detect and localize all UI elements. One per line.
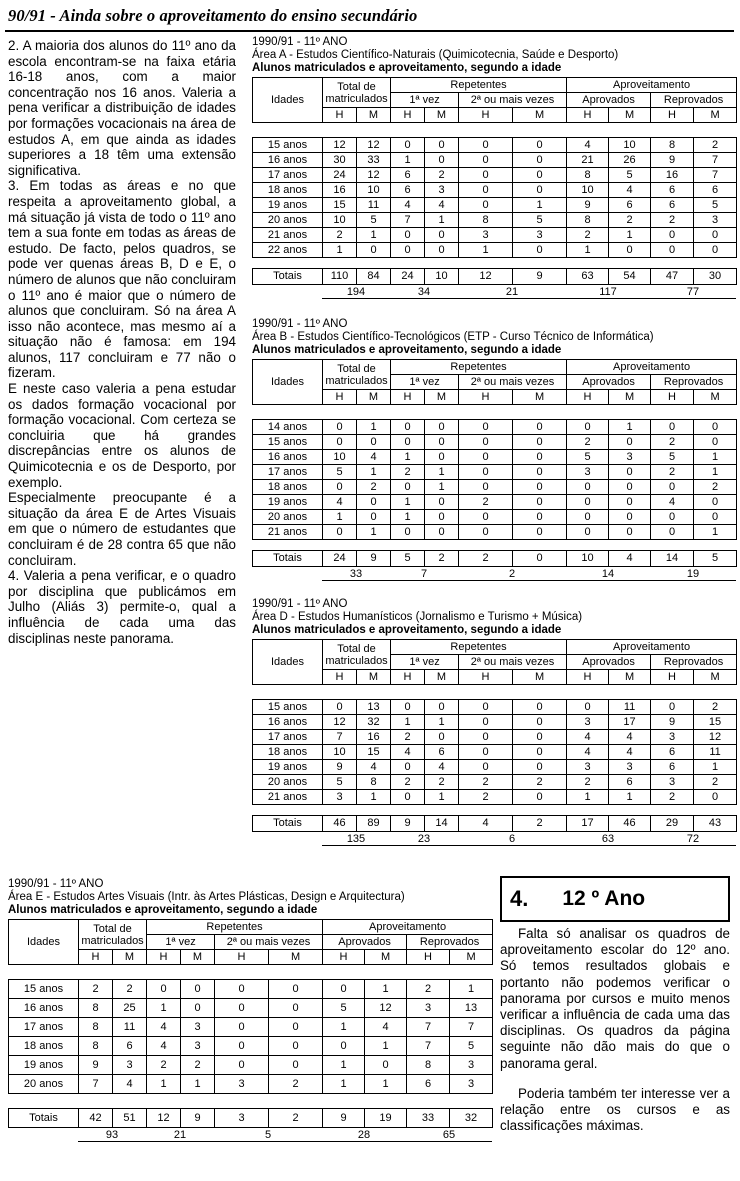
table-b-line3: Alunos matriculados e aproveitamento, segundo a idade [252, 344, 562, 356]
paragraph-4: 4. Valeria a pena verificar, e o quadro por disciplina que publicámos em Julho (Aliás 3) permite-o, qual a influência de cada uma das disciplinas neste panorama. [8, 568, 236, 646]
th-m: M [113, 950, 147, 965]
th-m: M [365, 950, 407, 965]
th-m: M [425, 670, 459, 685]
table-row: 15 anos 0 0 0 0 0 0 2 0 2 0 [253, 435, 737, 450]
cell-idade: 17 anos [253, 730, 323, 745]
section-4-title: 12 º Ano [562, 887, 646, 910]
cell-idade: 21 anos [253, 790, 323, 805]
section-4-number: 4. [510, 886, 529, 911]
cell-idade: 21 anos [253, 525, 323, 540]
table-row: 19 anos 9 4 0 4 0 0 3 3 6 1 [253, 760, 737, 775]
cell-idade: 18 anos [9, 1037, 79, 1056]
paragraph-3: 3. Em todas as áreas e no que respeita a aproveitamento global, a má situação já vista de todo o 11º ano tem a sua fonte em todas as áreas de estudo. De facto, pelos quadros, se pode ver quenas áreas B, D e E, o número de alunos que não concluiram o 11º ano é maior que o número de alunos que concluiram. Só na área A isso não acontece, mas mesmo aí a situação não é famosa: em 194 alunos, 117 concluiram e 77 não o fizeram. [8, 178, 236, 381]
th-h: H [567, 670, 609, 685]
th-h: H [79, 950, 113, 965]
cell-totais-label: Totais [253, 269, 323, 285]
table-area-a [252, 77, 737, 258]
left-text-column [8, 38, 236, 646]
th-h: H [651, 670, 694, 685]
table-header-row [253, 78, 737, 93]
th-m: M [357, 390, 391, 405]
cell-idade: 16 anos [253, 450, 323, 465]
totals-row: Totais 46 89 9 14 4 2 17 46 29 43 [253, 816, 737, 832]
cell-idade: 16 anos [253, 153, 323, 168]
th-h: H [407, 950, 450, 965]
th-1vez: 1ª vez [147, 935, 215, 950]
th-m: M [181, 950, 215, 965]
th-h: H [215, 950, 269, 965]
th-total: Total de matriculados [79, 920, 147, 950]
th-repetentes: Repetentes [391, 78, 567, 93]
th-1vez: 1ª vez [391, 655, 459, 670]
table-row: 18 anos 0 2 0 1 0 0 0 0 0 2 [253, 480, 737, 495]
table-b-line2: Área B - Estudos Científico-Tecnológicos (ETP - Curso Técnico de Informática) [252, 331, 654, 343]
spacer-row [9, 965, 493, 980]
table-d-line1: 1990/91 - 11º ANO [252, 598, 348, 610]
th-m: M [425, 108, 459, 123]
cell-totais-label: Totais [253, 816, 323, 832]
th-idades: Idades [253, 640, 323, 685]
th-reprovados: Reprovados [651, 375, 737, 390]
table-row: 16 anos 12 32 1 1 0 0 3 17 9 15 [253, 715, 737, 730]
table-block-area-d [252, 598, 736, 846]
table-e-line2: Área E - Estudos Artes Visuais (Intr. às Artes Plásticas, Design e Arquitectura) [8, 891, 405, 903]
cell-idade: 19 anos [9, 1056, 79, 1075]
cell-idade: 22 anos [253, 243, 323, 258]
th-2vezes: 2ª ou mais vezes [459, 93, 567, 108]
running-head: 90/91 - Ainda sobre o aproveitamento do ensino secundário [8, 6, 418, 25]
th-m: M [694, 108, 737, 123]
table-a-line1: 1990/91 - 11º ANO [252, 36, 348, 48]
cell-totais-label: Totais [9, 1109, 79, 1128]
cell-idade: 14 anos [253, 420, 323, 435]
cell-idade: 20 anos [253, 775, 323, 790]
table-row: 20 anos 10 5 7 1 8 5 8 2 2 3 [253, 213, 737, 228]
paragraph-3c: Especialmente preocupante é a situação da área E de Artes Visuais em que o número de estudantes que concluiram é de 28 contra 65 que não concluiram. [8, 490, 236, 568]
table-area-e [8, 919, 493, 1094]
th-reprovados: Reprovados [407, 935, 493, 950]
header-rule [5, 30, 734, 32]
th-m: M [357, 108, 391, 123]
table-header-row [253, 360, 737, 375]
subtotals-row: 33 7 2 14 19 [252, 567, 736, 581]
th-h: H [567, 390, 609, 405]
spacer-row [253, 405, 737, 420]
table-header-row [253, 640, 737, 655]
cell-idade: 17 anos [9, 1018, 79, 1037]
th-h: H [459, 390, 513, 405]
table-row: 16 anos 30 33 1 0 0 0 21 26 9 7 [253, 153, 737, 168]
th-m: M [609, 390, 651, 405]
th-1vez: 1ª vez [391, 375, 459, 390]
th-2vezes: 2ª ou mais vezes [215, 935, 323, 950]
table-row: 18 anos 10 15 4 6 0 0 4 4 6 11 [253, 745, 737, 760]
table-row: 15 anos 2 2 0 0 0 0 0 1 2 1 [9, 980, 493, 999]
subtotals-area-a [252, 285, 736, 299]
cell-idade: 18 anos [253, 480, 323, 495]
table-row: 20 anos 1 0 1 0 0 0 0 0 0 0 [253, 510, 737, 525]
subtotals-row: 194 34 21 117 77 [252, 285, 736, 299]
table-row: 15 anos 0 13 0 0 0 0 0 11 0 2 [253, 700, 737, 715]
th-m: M [513, 390, 567, 405]
cell-idade: 18 anos [253, 745, 323, 760]
section-4-paragraph-2: Poderia também ter interesse ver a relação entre os cursos e as classificações máximas. [500, 1085, 730, 1134]
th-idades: Idades [9, 920, 79, 965]
th-repetentes: Repetentes [391, 360, 567, 375]
cell-idade: 17 anos [253, 168, 323, 183]
table-row: 21 anos 2 1 0 0 3 3 2 1 0 0 [253, 228, 737, 243]
cell-idade: 19 anos [253, 760, 323, 775]
table-row: 21 anos 3 1 0 1 2 0 1 1 2 0 [253, 790, 737, 805]
th-m: M [609, 670, 651, 685]
table-row: 22 anos 1 0 0 0 1 0 1 0 0 0 [253, 243, 737, 258]
th-idades: Idades [253, 78, 323, 123]
th-m: M [513, 108, 567, 123]
th-m: M [609, 108, 651, 123]
table-d-line2: Área D - Estudos Humanísticos (Jornalismo e Turismo + Música) [252, 611, 583, 623]
cell-idade: 15 anos [253, 700, 323, 715]
cell-idade: 19 anos [253, 198, 323, 213]
table-d-line3: Alunos matriculados e aproveitamento, segundo a idade [252, 624, 562, 636]
totals-area-a [252, 268, 737, 285]
paragraph-3b: E neste caso valeria a pena estudar os dados formação vocacional por formação vocacional. Com certeza se concluiria que há grandes discrepâncias entre os alunos de Quimicotecnia e os de Desporto, por exemplo. [8, 381, 236, 490]
table-row: 19 anos 4 0 1 0 2 0 0 0 4 0 [253, 495, 737, 510]
table-row: 14 anos 0 1 0 0 0 0 0 1 0 0 [253, 420, 737, 435]
spacer-row [253, 685, 737, 700]
th-h: H [391, 390, 425, 405]
th-h: H [567, 108, 609, 123]
th-aprovados: Aprovados [567, 655, 651, 670]
th-h: H [147, 950, 181, 965]
table-row: 17 anos 5 1 2 1 0 0 3 0 2 1 [253, 465, 737, 480]
th-repetentes: Repetentes [391, 640, 567, 655]
th-total: Total de matriculados [323, 78, 391, 108]
totals-area-d [252, 815, 737, 832]
table-row: 16 anos 8 25 1 0 0 0 5 12 3 13 [9, 999, 493, 1018]
totals-row: Totais 24 9 5 2 2 0 10 4 14 5 [253, 551, 737, 567]
section-4-paragraph-1: Falta só analisar os quadros de aproveitamento escolar do 12º ano. Só temos resultados globais e portanto não podemos verificar o panorama por cursos e muito menos verificar a influência de cada uma das disciplinas. Os quadros da página seguinte não dão mais do que o panorama geral. [500, 926, 730, 1071]
cell-totais-label: Totais [253, 551, 323, 567]
table-b-line1: 1990/91 - 11º ANO [252, 318, 348, 330]
table-row: 18 anos 16 10 6 3 0 0 10 4 6 6 [253, 183, 737, 198]
table-row: 20 anos 7 4 1 1 3 2 1 1 6 3 [9, 1075, 493, 1094]
th-aproveitamento: Aproveitamento [567, 78, 737, 93]
th-h: H [323, 950, 365, 965]
subtotals-row: 93 21 5 28 65 [8, 1128, 492, 1142]
table-row: 17 anos 8 11 4 3 0 0 1 4 7 7 [9, 1018, 493, 1037]
th-idades: Idades [253, 360, 323, 405]
table-row: 17 anos 24 12 6 2 0 0 8 5 16 7 [253, 168, 737, 183]
cell-idade: 16 anos [9, 999, 79, 1018]
cell-idade: 20 anos [9, 1075, 79, 1094]
subtotals-area-b [252, 567, 736, 581]
cell-idade: 18 anos [253, 183, 323, 198]
subtotals-area-d [252, 832, 736, 846]
cell-idade: 21 anos [253, 228, 323, 243]
cell-idade: 15 anos [253, 138, 323, 153]
th-m: M [513, 670, 567, 685]
subtotals-area-e [8, 1128, 492, 1142]
th-h: H [391, 108, 425, 123]
th-1vez: 1ª vez [391, 93, 459, 108]
totals-row: Totais 110 84 24 10 12 9 63 54 47 30 [253, 269, 737, 285]
th-m: M [694, 390, 737, 405]
table-block-area-e [8, 878, 492, 1142]
totals-area-e [8, 1108, 493, 1128]
th-m: M [694, 670, 737, 685]
table-block-area-a [252, 36, 736, 299]
th-m: M [269, 950, 323, 965]
cell-idade: 19 anos [253, 495, 323, 510]
table-a-line3: Alunos matriculados e aproveitamento, segundo a idade [252, 62, 562, 74]
table-area-d [252, 639, 737, 805]
table-row: 15 anos 12 12 0 0 0 0 4 10 8 2 [253, 138, 737, 153]
table-row: 17 anos 7 16 2 0 0 0 4 4 3 12 [253, 730, 737, 745]
th-h: H [459, 670, 513, 685]
th-aproveitamento: Aproveitamento [567, 360, 737, 375]
th-total: Total de matriculados [323, 360, 391, 390]
th-reprovados: Reprovados [651, 93, 737, 108]
table-row: 16 anos 10 4 1 0 0 0 5 3 5 1 [253, 450, 737, 465]
th-aproveitamento: Aproveitamento [323, 920, 493, 935]
th-reprovados: Reprovados [651, 655, 737, 670]
table-e-line1: 1990/91 - 11º ANO [8, 878, 104, 890]
table-row: 18 anos 8 6 4 3 0 0 0 1 7 5 [9, 1037, 493, 1056]
table-a-line2: Área A - Estudos Científico-Naturais (Quimicotecnia, Saúde e Desporto) [252, 49, 619, 61]
th-m: M [450, 950, 493, 965]
th-h: H [323, 390, 357, 405]
th-repetentes: Repetentes [147, 920, 323, 935]
th-2vezes: 2ª ou mais vezes [459, 375, 567, 390]
th-h: H [651, 390, 694, 405]
table-row: 19 anos 9 3 2 2 0 0 1 0 8 3 [9, 1056, 493, 1075]
cell-idade: 15 anos [9, 980, 79, 999]
table-row: 21 anos 0 1 0 0 0 0 0 0 0 1 [253, 525, 737, 540]
th-h: H [323, 108, 357, 123]
table-row: 20 anos 5 8 2 2 2 2 2 6 3 2 [253, 775, 737, 790]
table-header-row [9, 920, 493, 935]
cell-idade: 20 anos [253, 213, 323, 228]
totals-area-b [252, 550, 737, 567]
th-h: H [391, 670, 425, 685]
cell-idade: 20 anos [253, 510, 323, 525]
th-h: H [459, 108, 513, 123]
cell-idade: 17 anos [253, 465, 323, 480]
th-aprovados: Aprovados [567, 93, 651, 108]
section-4-heading-box [500, 876, 730, 922]
paragraph-2: 2. A maioria dos alunos do 11º ano da escola encontram-se na faixa etária 16-18 anos, com a maior concentração nos 16 anos. Valeria a pena verificar a distribuição de idades por formações vocacionais na área de estudos A, em que ainda as idades superiores a 18 têm uma extensão significativa. [8, 38, 236, 178]
th-total: Total de matriculados [323, 640, 391, 670]
section-4-text [500, 926, 730, 1134]
th-h: H [651, 108, 694, 123]
cell-idade: 16 anos [253, 715, 323, 730]
spacer-row [253, 123, 737, 138]
table-row: 19 anos 15 11 4 4 0 1 9 6 6 5 [253, 198, 737, 213]
cell-idade: 15 anos [253, 435, 323, 450]
th-2vezes: 2ª ou mais vezes [459, 655, 567, 670]
table-block-area-b [252, 318, 736, 581]
th-m: M [425, 390, 459, 405]
th-h: H [323, 670, 357, 685]
subtotals-row: 135 23 6 63 72 [252, 832, 736, 846]
th-aprovados: Aprovados [567, 375, 651, 390]
th-m: M [357, 670, 391, 685]
th-aproveitamento: Aproveitamento [567, 640, 737, 655]
table-area-b [252, 359, 737, 540]
table-e-line3: Alunos matriculados e aproveitamento, segundo a idade [8, 904, 318, 916]
totals-row: Totais 42 51 12 9 3 2 9 19 33 32 [9, 1109, 493, 1128]
th-aprovados: Aprovados [323, 935, 407, 950]
